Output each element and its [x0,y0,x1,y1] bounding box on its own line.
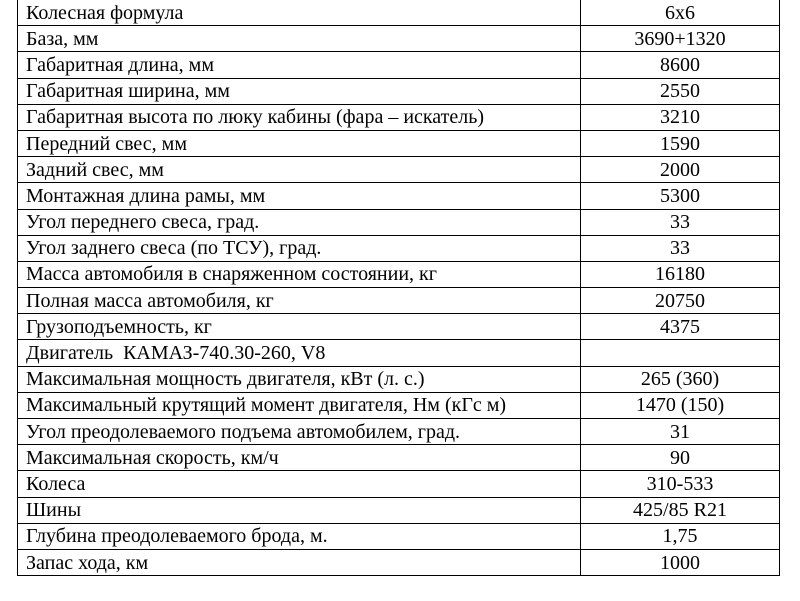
table-row [18,419,780,445]
value-cell: 5300 [581,183,780,209]
param-cell: Запас хода, км [18,549,581,575]
value-cell: 16180 [581,261,780,287]
param-cell: Двигатель КАМАЗ-740.30-260, V8 [18,340,581,366]
value-cell: 33 [581,209,780,235]
spec-table-body [18,0,780,576]
value-cell: 6х6 [581,0,780,26]
param-cell: Максимальный крутящий момент двигателя, Нм (кГс м) [18,392,581,418]
value-cell: 1470 (150) [581,392,780,418]
param-cell: Максимальная скорость, км/ч [18,445,581,471]
value-cell: 33 [581,235,780,261]
param-cell: Монтажная длина рамы, мм [18,183,581,209]
value-cell: 1000 [581,549,780,575]
value-cell: 3690+1320 [581,26,780,52]
table-row [18,183,780,209]
param-cell: Грузоподъемность, кг [18,314,581,340]
param-cell: Угол заднего свеса (по ТСУ), град. [18,235,581,261]
table-row [18,235,780,261]
table-row [18,340,780,366]
table-row [18,26,780,52]
table-row [18,523,780,549]
table-row [18,549,780,575]
value-cell: 310-533 [581,471,780,497]
table-row [18,288,780,314]
table-row [18,209,780,235]
value-cell: 20750 [581,288,780,314]
value-cell: 2000 [581,157,780,183]
table-row [18,104,780,130]
table-row [18,314,780,340]
param-cell: Колеса [18,471,581,497]
table-row [18,78,780,104]
param-cell: База, мм [18,26,581,52]
value-cell: 425/85 R21 [581,497,780,523]
value-cell: 31 [581,419,780,445]
value-cell: 1,75 [581,523,780,549]
value-cell: 3210 [581,104,780,130]
param-cell: Колесная формула [18,0,581,26]
table-row [18,261,780,287]
table-row [18,52,780,78]
table-row [18,366,780,392]
param-cell: Глубина преодолеваемого брода, м. [18,523,581,549]
param-cell: Габаритная длина, мм [18,52,581,78]
param-cell: Габаритная высота по люку кабины (фара – искатель) [18,104,581,130]
table-row [18,130,780,156]
table-row [18,497,780,523]
value-cell [581,340,780,366]
spec-table [17,0,780,576]
table-row [18,0,780,26]
value-cell: 265 (360) [581,366,780,392]
value-cell: 4375 [581,314,780,340]
table-row [18,157,780,183]
param-cell: Угол преодолеваемого подъема автомобилем, град. [18,419,581,445]
param-cell: Масса автомобиля в снаряженном состоянии, кг [18,261,581,287]
param-cell: Шины [18,497,581,523]
value-cell: 1590 [581,130,780,156]
value-cell: 90 [581,445,780,471]
param-cell: Полная масса автомобиля, кг [18,288,581,314]
table-row [18,392,780,418]
param-cell: Задний свес, мм [18,157,581,183]
param-cell: Передний свес, мм [18,130,581,156]
param-cell: Габаритная ширина, мм [18,78,581,104]
value-cell: 8600 [581,52,780,78]
param-cell: Максимальная мощность двигателя, кВт (л. с.) [18,366,581,392]
value-cell: 2550 [581,78,780,104]
table-row [18,445,780,471]
table-row [18,471,780,497]
param-cell: Угол переднего свеса, град. [18,209,581,235]
